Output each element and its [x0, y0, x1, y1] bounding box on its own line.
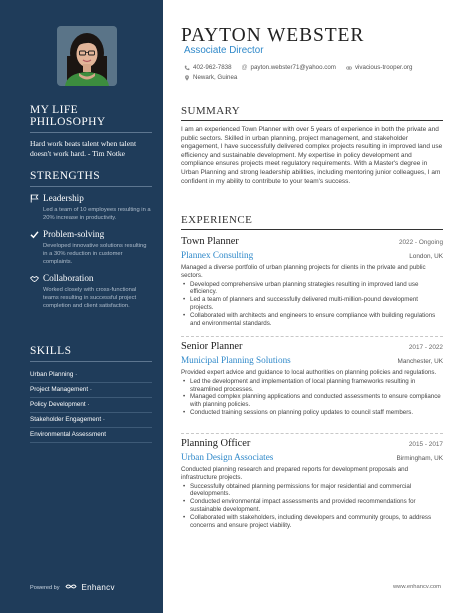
- check-icon: [30, 230, 39, 239]
- job-title: Planning Officer: [181, 438, 251, 449]
- strengths-section: [30, 170, 152, 317]
- handshake-icon: [30, 274, 39, 283]
- job-title: Senior Planner: [181, 341, 243, 352]
- strength-leadership: [30, 193, 152, 222]
- list-item: • Led a team of planners and successfully delivered multi-million-pound development projects.: [181, 296, 443, 312]
- strength-title: Problem-solving: [43, 229, 105, 239]
- powered-by: [30, 583, 115, 592]
- strength-title: Leadership: [43, 193, 84, 203]
- job-description: Conducted planning research and prepared reports for development proposals and infrastructure projects.: [181, 466, 409, 481]
- strength-title: Collaboration: [43, 273, 94, 283]
- at-icon: @: [241, 64, 248, 71]
- skill-item: Stakeholder Engagement ·: [30, 413, 152, 428]
- job-divider: [181, 336, 443, 337]
- sidebar: [0, 0, 163, 613]
- skill-item: Project Management ·: [30, 383, 152, 398]
- job-entry: [181, 236, 443, 327]
- skills-section: [30, 345, 152, 443]
- job-dates: 2017 - 2022: [408, 344, 443, 351]
- company-name: Plannex Consulting: [181, 250, 254, 260]
- job-location: London, UK: [409, 253, 443, 260]
- list-item: • Collaborated with stakeholders, including developers and community groups, to address concerns and ensure project viability.: [181, 514, 443, 530]
- list-item: • Conducted environmental impact assessments and provided recommendations for sustainable development.: [181, 498, 443, 514]
- location-text: Newark, Guinea: [193, 74, 238, 81]
- job-bullets: [181, 281, 443, 328]
- list-item: • Developed comprehensive urban planning strategies resulting in improved land use efficiency.: [181, 281, 443, 297]
- list-item: • Managed complex planning applications and conducted assessments to ensure compliance with planning policies.: [181, 393, 443, 409]
- philosophy-title: MY LIFE PHILOSOPHY: [30, 104, 152, 133]
- strength-desc: Developed innovative solutions resulting in a 30% reduction in customer complaints.: [43, 243, 147, 265]
- profile-photo: [57, 26, 117, 86]
- company-name: Urban Design Associates: [181, 452, 274, 462]
- skill-item: Urban Planning ·: [30, 368, 152, 383]
- company-name: Municipal Planning Solutions: [181, 355, 291, 365]
- phone-icon: [184, 65, 190, 71]
- footer-url[interactable]: www.enhancv.com: [393, 584, 441, 590]
- list-item: • Conducted training sessions on planning policy updates to council staff members.: [181, 409, 443, 417]
- contact-info: [184, 64, 412, 84]
- website-link[interactable]: vivacious-trooper.org: [354, 64, 413, 71]
- summary-title: SUMMARY: [181, 105, 443, 121]
- link-icon: [346, 65, 352, 71]
- strength-desc: Led a team of 10 employees resulting in a 20% increase in productivity.: [43, 207, 151, 221]
- list-item: • Led the development and implementation of local planning frameworks resulting in streamlined processes.: [181, 378, 443, 394]
- strength-desc: Worked closely with cross-functional teams resulting in successful project completion and client satisfaction.: [43, 287, 137, 309]
- skill-item: Environmental Assessment: [30, 428, 152, 443]
- job-description: Managed a diverse portfolio of urban planning projects for clients in the private and public sectors.: [181, 264, 426, 279]
- candidate-role: Associate Director: [184, 45, 264, 56]
- job-bullets: [181, 483, 443, 530]
- job-description: Provided expert advice and guidance to local authorities on planning policies and regulations.: [181, 369, 437, 376]
- philosophy-section: [30, 104, 152, 159]
- strength-collaboration: [30, 273, 152, 310]
- brand-name: Enhancv: [81, 583, 115, 592]
- job-location: Birmingham, UK: [396, 455, 443, 462]
- candidate-name: PAYTON WEBSTER: [181, 25, 365, 46]
- list-item: • Successfully obtained planning permissions for major residential and commercial developments.: [181, 483, 443, 499]
- job-divider: [181, 433, 443, 434]
- strength-problem-solving: [30, 229, 152, 266]
- job-entry: [181, 438, 443, 529]
- powered-by-label: Powered by: [30, 584, 60, 591]
- enhancv-logo-icon: [65, 583, 77, 592]
- philosophy-text: Hard work beats talent when talent doesn't work hard. - Tim Notke: [30, 139, 137, 158]
- job-dates: 2022 - Ongoing: [398, 239, 443, 246]
- experience-title: EXPERIENCE: [181, 214, 443, 230]
- summary-text: I am an experienced Town Planner with over 5 years of experience in both the private and public sectors. Skilled in urban planning, project management, and stakeholder engagement, I have successfully delivered complex projects resulting in improved land use efficiency and sustainable development. My expertise in policy development and compliance ensures projects meet regulatory requirements. With a Master's degree in Urban Planning and strong leadership abilities, including mentoring junior colleagues, I am confident in my ability to contribute to your team's success.: [181, 126, 443, 185]
- job-entry: [181, 341, 443, 417]
- skill-item: Policy Development ·: [30, 398, 152, 413]
- email-address[interactable]: payton.webster71@yahoo.com: [250, 64, 336, 71]
- strengths-title: STRENGTHS: [30, 170, 152, 187]
- location-pin-icon: [184, 75, 190, 81]
- job-location: Manchester, UK: [397, 358, 443, 365]
- job-bullets: [181, 378, 443, 417]
- list-item: • Collaborated with architects and engineers to ensure compliance with building regulations and environmental standards.: [181, 312, 443, 328]
- phone-number[interactable]: 402-962-7838: [193, 64, 232, 71]
- job-dates: 2015 - 2017: [408, 441, 443, 448]
- skills-title: SKILLS: [30, 345, 152, 362]
- job-title: Town Planner: [181, 236, 239, 247]
- flag-icon: [30, 194, 39, 203]
